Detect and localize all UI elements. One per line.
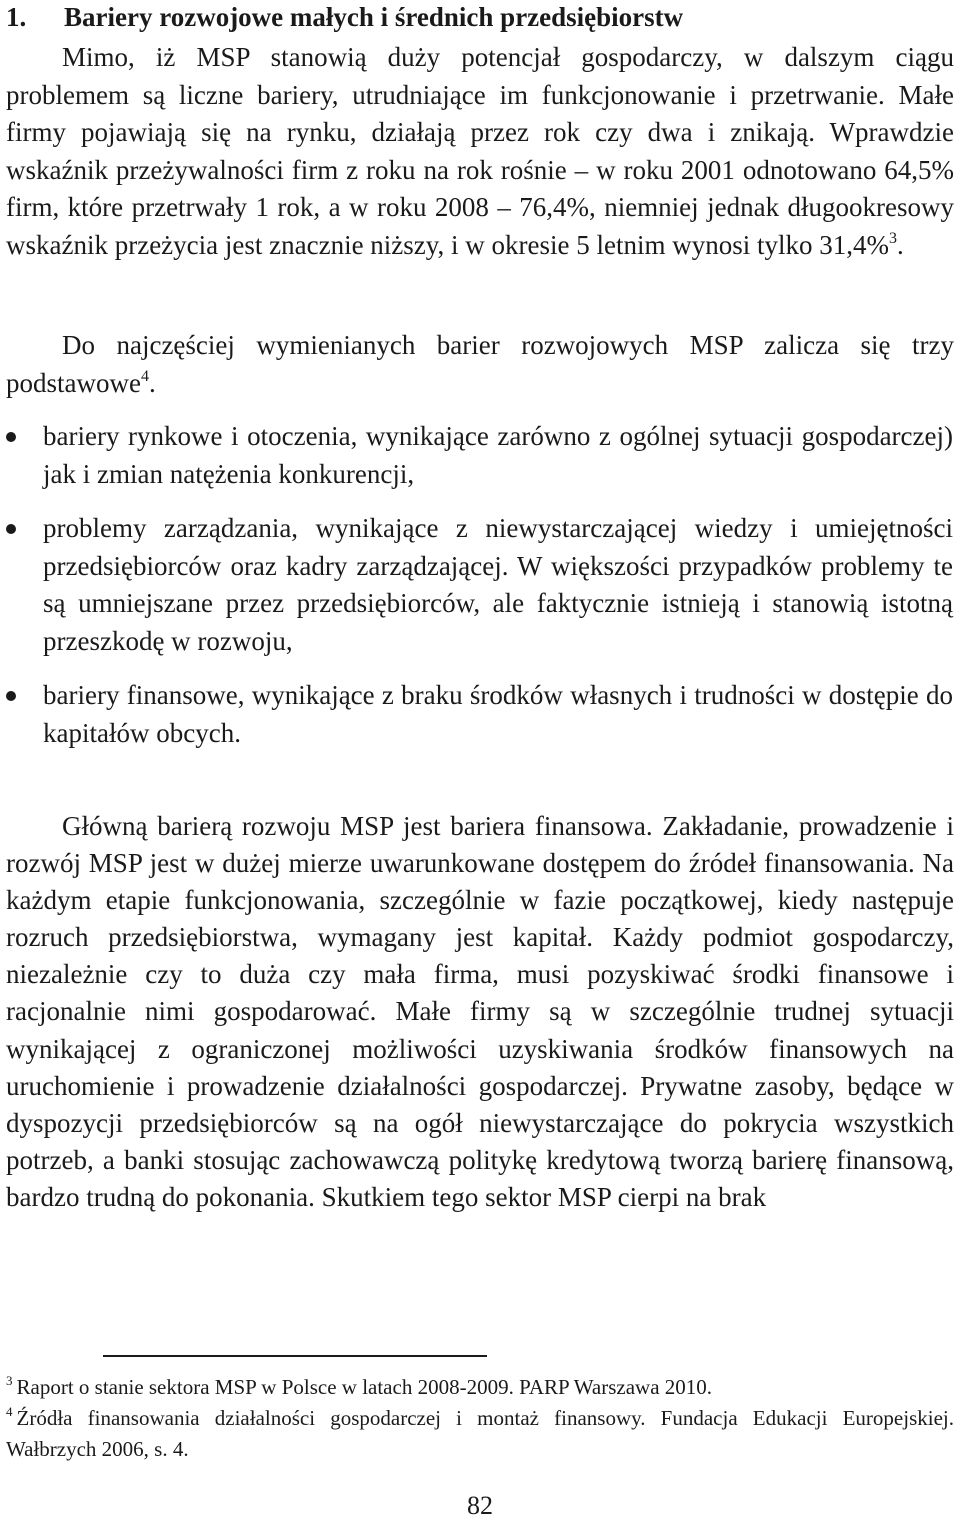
list-item xyxy=(0,418,953,493)
section-title: Bariery rozwojowe małych i średnich przedsiębiorstw xyxy=(64,2,684,32)
paragraph-barriers-intro-text: Do najczęściej wymienianych barier rozwojowych MSP zalicza się trzy podstawowe xyxy=(6,330,954,398)
footnote-separator xyxy=(103,1355,487,1357)
paragraph-intro xyxy=(6,39,954,264)
footnote-number: 3 xyxy=(6,1373,13,1388)
barriers-list xyxy=(0,418,960,752)
list-item-text: bariery rynkowe i otoczenia, wynikające zarówno z ogólnej sytuacji gospodarczej) jak i zmian natężenia konkurencji, xyxy=(43,421,953,489)
list-item-text: problemy zarządzania, wynikające z niewystarczającej wiedzy i umiejętności przedsiębiorców oraz kadry zarządzającej. W większości przypadków problemy te są umniejszane przez przedsiębiorców, ale faktycznie istnieją i stanowią istotną przeszkodę w rozwoju, xyxy=(43,513,953,656)
paragraph-barriers-intro-end: . xyxy=(148,367,156,398)
footnote-text: Źródła finansowania działalności gospodarczej i montaż finansowy. Fundacja Edukacji Europejskiej. Wałbrzych 2006, s. 4. xyxy=(6,1406,954,1461)
list-item-text: bariery finansowe, wynikające z braku środków własnych i trudności w dostępie do kapitałów obcych. xyxy=(43,680,953,748)
footnote-3 xyxy=(6,1372,954,1403)
section-heading xyxy=(6,0,956,34)
paragraph-intro-text: Mimo, iż MSP stanowią duży potencjał gospodarczy, w dalszym ciągu problemem są liczne bariery, utrudniające im funkcjonowanie i przetrwanie. Małe firmy pojawiają się na rynku, działają przez rok czy dwa i znikają. Wprawdzie wskaźnik przeżywalności firm z roku na rok rośnie – w roku 2001 odnotowano 64,5% firm, które przetrwały 1 rok, a w roku 2008 – 76,4%, niemniej jednak długookresowy wskaźnik przeżycia jest znacznie niższy, i w okresie 5 letnim wynosi tylko 31,4% xyxy=(6,42,954,260)
paragraph-financial-barrier: Główną barierą rozwoju MSP jest bariera finansowa. Zakładanie, prowadzenie i rozwój MSP jest w dużej mierze uwarunkowane dostępem do źródeł finansowania. Na każdym etapie funkcjonowania, szczególnie w fazie początkowej, kiedy następuje rozruch przedsiębiorstwa, wymagany jest kapitał. Każdy podmiot gospodarczy, niezależnie czy to duża czy mała firma, musi pozyskiwać środki finansowe i racjonalnie nimi gospodarować. Małe firmy są w szczególnie trudnej sytuacji wynikającej z ograniczonej możliwości uzyskiwania środków finansowych na uruchomienie i prowadzenie działalności gospodarczej. Prywatne zasoby, będące w dyspozycji przedsiębiorców są na ogół niewystarczające do pokrycia wszystkich potrzeb, a banki stosując zachowawczą politykę kredytową tworzą barierę finansową, bardzo trudną do pokonania. Skutkiem tego sektor MSP cierpi na brak xyxy=(6,811,954,1212)
footnote-number: 4 xyxy=(6,1404,13,1419)
list-item xyxy=(0,677,953,752)
paragraph-intro-end: . xyxy=(896,229,904,260)
paragraph-barriers-intro xyxy=(6,327,954,402)
footnotes xyxy=(6,1372,954,1465)
section-number: 1. xyxy=(6,2,27,32)
bullet-icon xyxy=(6,691,16,701)
page-number: 82 xyxy=(467,1491,493,1520)
footnote-text: Raport o stanie sektora MSP w Polsce w latach 2008-2009. PARP Warszawa 2010. xyxy=(16,1375,713,1399)
bullet-icon xyxy=(6,432,16,442)
footnote-ref-3: 3 xyxy=(888,229,897,247)
list-item xyxy=(0,510,953,660)
footnote-ref-4: 4 xyxy=(140,367,149,385)
footnote-4 xyxy=(6,1403,954,1465)
bullet-icon xyxy=(6,524,16,534)
